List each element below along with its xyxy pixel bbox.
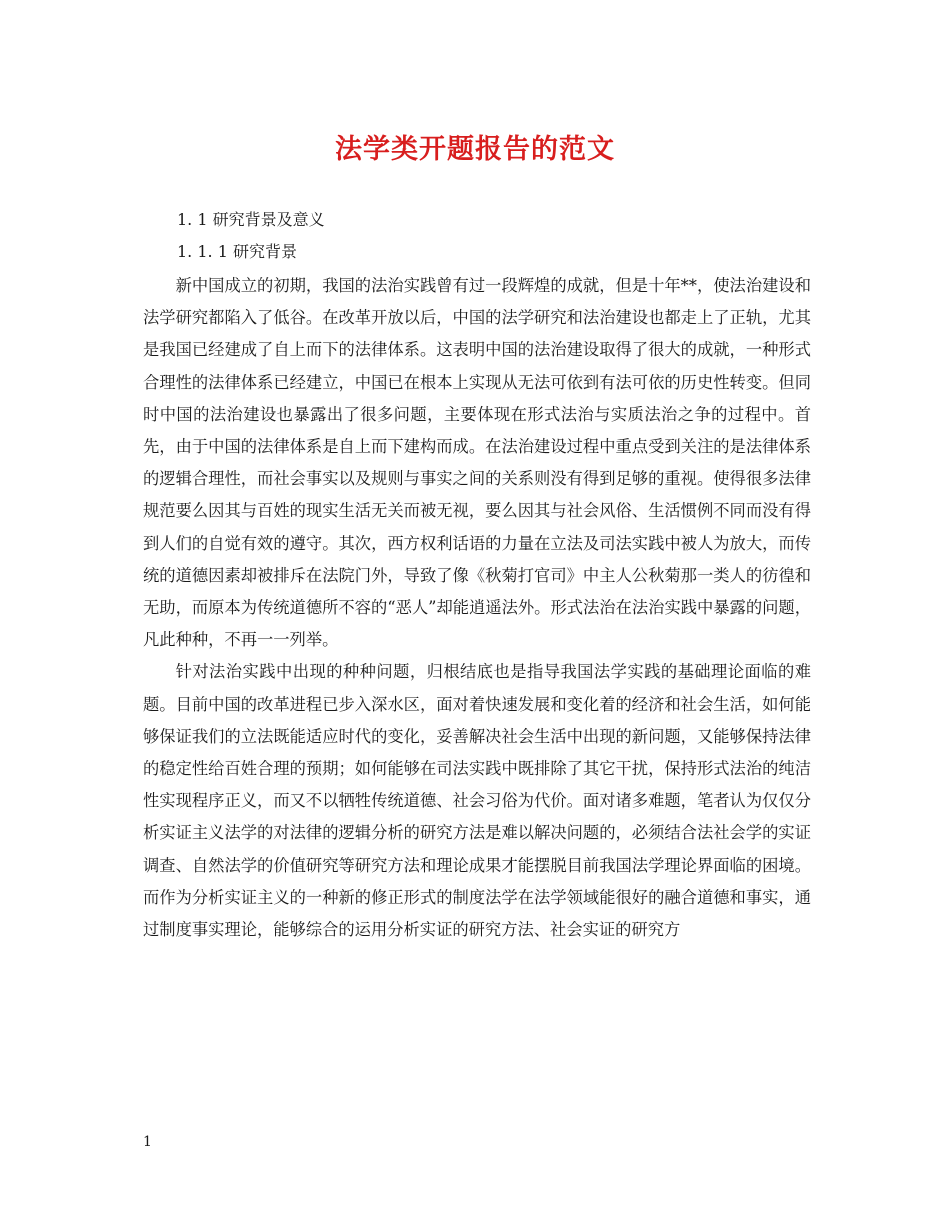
section-heading: 1. 1 研究背景及意义 [177, 210, 325, 229]
page-title: 法学类开题报告的范文 [335, 134, 615, 165]
page-number: 1 [143, 1134, 152, 1150]
subsection-heading: 1. 1. 1 研究背景 [177, 242, 297, 261]
paragraph: 针对法治实践中出现的种种问题，归根结底也是指导我国法学实践的基础理论面临的难题。目前中国的改革进程已步入深水区，面对着快速发展和变化着的经济和社会生活，如何能够保证我们的立法既能适应时代的变化，妥善解决社会生活中出现的新问题，又能够保持法律的稳定性给百姓合理的预期；如何能够在司法实践中既排除了其它干扰，保持形式法治的纯洁性实现程序正义，而又不以牺牲传统道德、社会习俗为代价。面对诸多难题，笔者认为仅仅分析实证主义法学的对法律的逻辑分析的研究方法是难以解决问题的，必须结合法社会学的实证调查、自然法学的价值研究等研究方法和理论成果才能摆脱目前我国法学理论界面临的困境。而作为分析实证主义的一种新的修正形式的制度法学在法学领域能很好的融合道德和事实，通过制度事实理论，能够综合的运用分析实证的研究方法、社会实证的研究方 [143, 662, 811, 940]
body-text [143, 270, 811, 946]
paragraph: 新中国成立的初期，我国的法治实践曾有过一段辉煌的成就，但是十年**，使法治建设和法学研究都陷入了低谷。在改革开放以后，中国的法学研究和法治建设也都走上了正轨，尤其是我国已经建成了自上而下的法律体系。这表明中国的法治建设取得了很大的成就，一种形式合理性的法律体系已经建立，中国已在根本上实现从无法可依到有法可依的历史性转变。但同时中国的法治建设也暴露出了很多问题，主要体现在形式法治与实质法治之争的过程中。首先，由于中国的法律体系是自上而下建构而成。在法治建设过程中重点受到关注的是法律体系的逻辑合理性，而社会事实以及规则与事实之间的关系则没有得到足够的重视。使得很多法律规范要么因其与百姓的现实生活无关而被无视，要么因其与社会风俗、生活惯例不同而没有得到人们的自觉有效的遵守。其次，西方权利话语的力量在立法及司法实践中被人为放大，而传统的道德因素却被排斥在法院门外，导致了像《秋菊打官司》中主人公秋菊那一类人的彷徨和无助，而原本为传统道德所不容的“恶人”却能逍遥法外。形式法治在法治实践中暴露的问题，凡此种种，不再一一列举。 [143, 276, 811, 650]
